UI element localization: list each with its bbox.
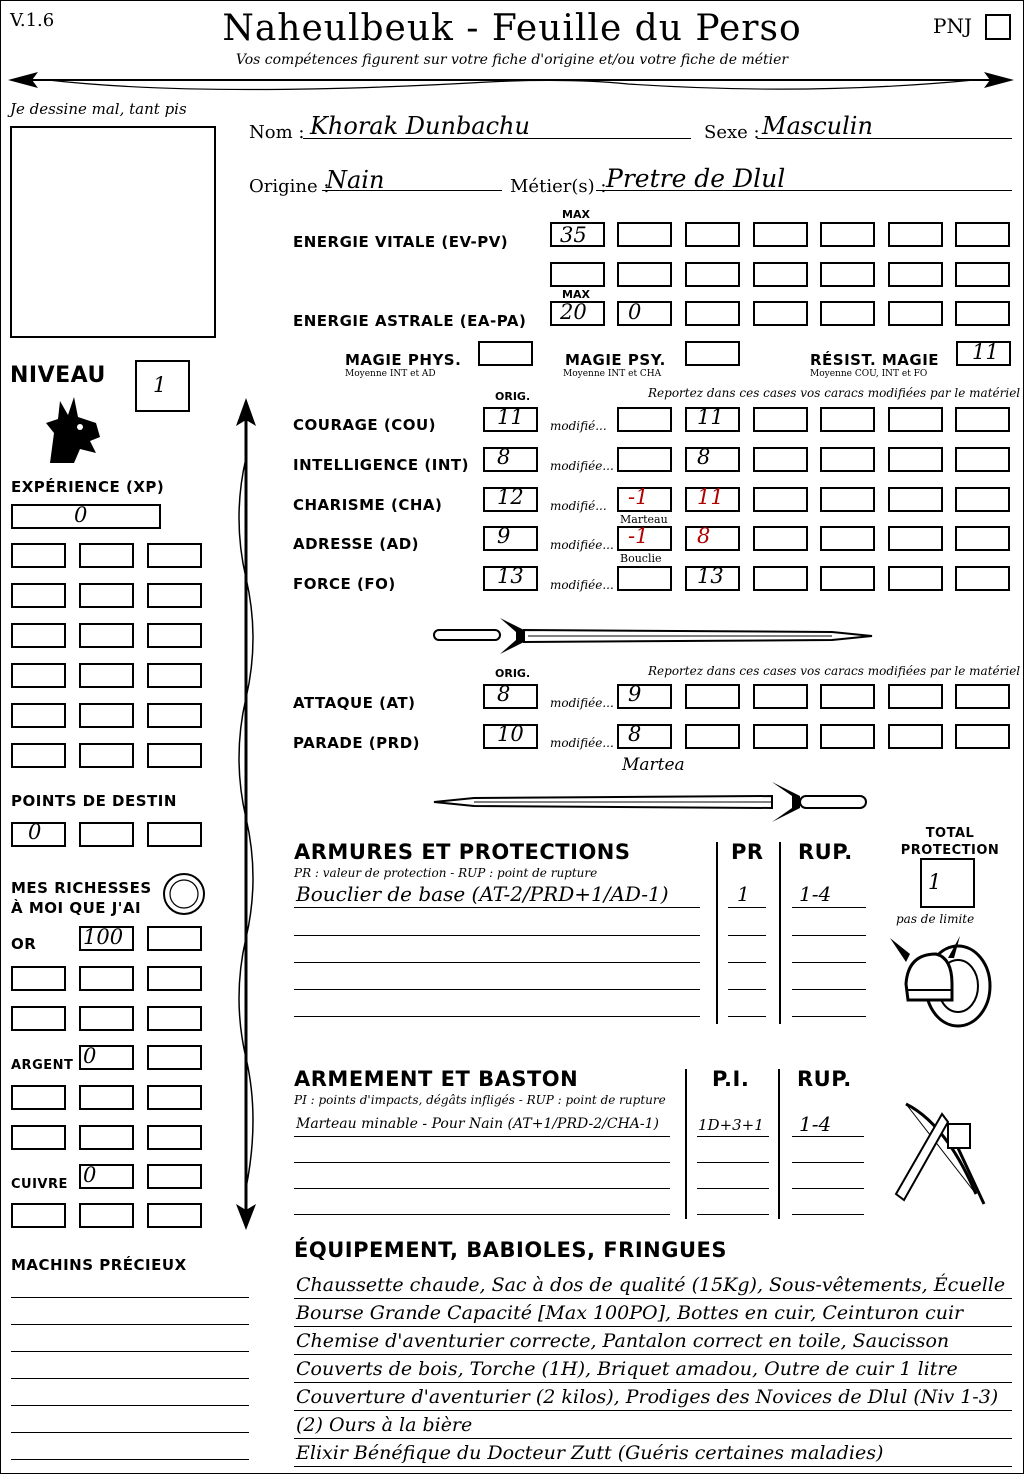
armure-pr[interactable]: 1 xyxy=(737,882,750,906)
armure-line[interactable] xyxy=(294,962,700,963)
armure-pr-line[interactable] xyxy=(728,935,766,936)
money-box[interactable] xyxy=(147,1085,202,1110)
nom-value[interactable]: Khorak Dunbachu xyxy=(310,112,530,140)
resist-magie-hint: Moyenne COU, INT et FO xyxy=(810,369,928,379)
ev-box[interactable] xyxy=(617,262,672,287)
niveau-label: NIVEAU xyxy=(10,363,106,388)
ev-box[interactable] xyxy=(753,262,808,287)
combat-mod-value[interactable]: 8 xyxy=(628,722,642,746)
arme-pi-line[interactable] xyxy=(697,1214,769,1215)
arme-line[interactable] xyxy=(294,1214,670,1215)
combat-box[interactable] xyxy=(753,724,808,749)
money-box[interactable] xyxy=(147,1125,202,1150)
armures-divider-2 xyxy=(779,842,781,1024)
arme-name[interactable]: Marteau minable - Pour Nain (AT+1/PRD-2/CHA-1) xyxy=(296,1116,659,1132)
magie-phys-hint: Moyenne INT et AD xyxy=(345,369,436,379)
equip-line[interactable] xyxy=(294,1382,1012,1383)
carac-final-value[interactable]: 11 xyxy=(697,405,724,429)
ev-box[interactable] xyxy=(550,262,605,287)
carac-box[interactable] xyxy=(685,447,740,472)
carac-box[interactable] xyxy=(888,566,943,591)
carac-modif-label: modifié... xyxy=(550,419,607,433)
combat-box[interactable] xyxy=(820,724,875,749)
money-box[interactable] xyxy=(147,1203,202,1228)
ev-box[interactable] xyxy=(753,222,808,247)
carac-box[interactable] xyxy=(753,487,808,512)
machins-line[interactable] xyxy=(11,1432,249,1433)
carac-mod-value[interactable]: -1 xyxy=(628,485,649,509)
money-box[interactable] xyxy=(147,1006,202,1031)
origine-label: Origine : xyxy=(249,176,330,197)
equip-line[interactable] xyxy=(294,1466,1012,1467)
argent-value[interactable]: 0 xyxy=(83,1044,97,1068)
pnj-checkbox[interactable] xyxy=(985,14,1011,40)
ea-max-value[interactable]: 20 xyxy=(560,300,587,324)
carac-box[interactable] xyxy=(820,407,875,432)
armure-line[interactable] xyxy=(294,935,700,936)
xp-box[interactable] xyxy=(79,663,134,688)
ea-current-value[interactable]: 0 xyxy=(628,300,642,324)
ev-box[interactable] xyxy=(685,262,740,287)
armure-pr-line[interactable] xyxy=(728,907,766,908)
carac-modif-label: modifiée... xyxy=(550,538,614,552)
armure-name[interactable]: Bouclier de base (AT-2/PRD+1/AD-1) xyxy=(296,882,669,906)
ev-box[interactable] xyxy=(820,262,875,287)
ea-max-label: MAX xyxy=(562,288,590,301)
magie-psy-box[interactable] xyxy=(685,341,740,366)
armures-rup-label: RUP. xyxy=(798,840,853,864)
combat-label: PARADE (PRD) xyxy=(293,734,421,752)
magie-psy-hint: Moyenne INT et CHA xyxy=(563,369,662,379)
carac-box[interactable] xyxy=(955,487,1010,512)
niveau-value[interactable]: 1 xyxy=(153,373,167,397)
machins-line[interactable] xyxy=(11,1324,249,1325)
carac-label: INTELLIGENCE (INT) xyxy=(293,456,469,474)
carac-label: CHARISME (CHA) xyxy=(293,496,443,514)
armement-rup-label: RUP. xyxy=(797,1067,852,1091)
combat-box[interactable] xyxy=(955,724,1010,749)
magie-phys-label: MAGIE PHYS. xyxy=(345,351,462,369)
dragon-icon xyxy=(40,393,106,465)
carac-orig-value[interactable]: 8 xyxy=(497,445,511,469)
ev-box[interactable] xyxy=(888,222,943,247)
combat-box[interactable] xyxy=(617,724,672,749)
ea-box[interactable] xyxy=(888,301,943,326)
spear-illustration xyxy=(228,398,264,1230)
carac-orig-box[interactable] xyxy=(483,447,538,472)
money-box[interactable] xyxy=(11,1125,66,1150)
carac-box[interactable] xyxy=(888,487,943,512)
armement-hint: PI : points d'impacts, dégâts infligés - RUP : point de rupture xyxy=(294,1093,666,1107)
carac-orig-value[interactable]: 9 xyxy=(497,524,511,548)
combat-box[interactable] xyxy=(617,684,672,709)
carac-final-value[interactable]: 11 xyxy=(697,485,724,509)
armure-pr-line[interactable] xyxy=(728,962,766,963)
machins-label: MACHINS PRÉCIEUX xyxy=(11,1256,187,1274)
equipement-title: ÉQUIPEMENT, BABIOLES, FRINGUES xyxy=(294,1238,727,1262)
armure-rup-line[interactable] xyxy=(792,989,866,990)
money-box[interactable] xyxy=(79,1203,134,1228)
arme-pi[interactable]: 1D+3+1 xyxy=(698,1116,764,1134)
armure-pr-line[interactable] xyxy=(728,989,766,990)
xp-box[interactable] xyxy=(11,623,66,648)
money-box[interactable] xyxy=(11,966,66,991)
money-box[interactable] xyxy=(11,1203,66,1228)
destin-box[interactable] xyxy=(147,822,202,847)
magie-phys-box[interactable] xyxy=(478,341,533,366)
limit-note: pas de limite xyxy=(896,912,975,926)
carac-orig-value[interactable]: 12 xyxy=(497,485,524,509)
or-value[interactable]: 100 xyxy=(83,925,124,949)
arme-line[interactable] xyxy=(294,1188,670,1189)
carac-final-value[interactable]: 13 xyxy=(697,564,724,588)
armement-divider-2 xyxy=(778,1069,780,1219)
coin-icon xyxy=(160,871,208,917)
sexe-value[interactable]: Masculin xyxy=(762,112,873,140)
portrait-box[interactable] xyxy=(10,126,216,338)
money-box[interactable] xyxy=(147,1164,202,1189)
arme-rup-line[interactable] xyxy=(792,1136,864,1137)
combat-modif-label: modifiée... xyxy=(550,696,614,710)
money-box[interactable] xyxy=(147,1045,202,1070)
xp-box[interactable] xyxy=(11,743,66,768)
carac-box[interactable] xyxy=(888,407,943,432)
metier-label: Métier(s) : xyxy=(510,176,607,197)
arme-pi-line[interactable] xyxy=(697,1136,769,1137)
argent-label: ARGENT xyxy=(11,1058,74,1073)
combat-orig-box[interactable] xyxy=(483,684,538,709)
equip-line[interactable] xyxy=(294,1298,1012,1299)
xp-label: EXPÉRIENCE (XP) xyxy=(11,478,165,496)
armure-rup-line[interactable] xyxy=(792,1016,866,1017)
carac-box[interactable] xyxy=(820,447,875,472)
machins-line[interactable] xyxy=(11,1378,249,1379)
combat-orig-label: ORIG. xyxy=(495,667,531,680)
destin-box[interactable] xyxy=(79,822,134,847)
combat-orig-value[interactable]: 8 xyxy=(497,682,511,706)
xp-box[interactable] xyxy=(79,743,134,768)
version: V.1.6 xyxy=(10,10,55,31)
equip-line[interactable] xyxy=(294,1438,1012,1439)
subtitle: Vos compétences figurent sur votre fiche d'origine et/ou votre fiche de métier xyxy=(235,52,789,68)
combat-label: ATTAQUE (AT) xyxy=(293,694,416,712)
total-protection-value[interactable]: 1 xyxy=(928,870,942,894)
helmet-shield-icon xyxy=(888,928,998,1038)
machins-line[interactable] xyxy=(11,1297,249,1298)
xp-value[interactable]: 0 xyxy=(74,503,88,527)
combat-box[interactable] xyxy=(888,684,943,709)
combat-modif-label: modifiée... xyxy=(550,736,614,750)
carac-final-value[interactable]: 8 xyxy=(697,445,711,469)
equip-item[interactable]: Chaussette chaude, Sac à dos de qualité (15Kg), Sous-vêtements, Écuelle xyxy=(296,1274,1006,1296)
carac-box[interactable] xyxy=(617,566,672,591)
xp-box[interactable] xyxy=(147,543,202,568)
ev-max-value[interactable]: 35 xyxy=(560,223,587,247)
combat-box[interactable] xyxy=(685,724,740,749)
carac-note: Marteau xyxy=(620,513,668,526)
armure-rup-line[interactable] xyxy=(792,962,866,963)
carac-box[interactable] xyxy=(955,407,1010,432)
carac-orig-box[interactable] xyxy=(483,526,538,551)
carac-box[interactable] xyxy=(955,566,1010,591)
ev-box[interactable] xyxy=(955,222,1010,247)
ev-box[interactable] xyxy=(617,222,672,247)
pnj-label: PNJ xyxy=(933,14,972,38)
armure-pr-line[interactable] xyxy=(728,1016,766,1017)
combat-box[interactable] xyxy=(888,724,943,749)
money-box[interactable] xyxy=(79,966,134,991)
carac-box[interactable] xyxy=(753,526,808,551)
carac-final-value[interactable]: 8 xyxy=(697,524,711,548)
arme-rup-line[interactable] xyxy=(792,1214,864,1215)
armure-rup[interactable]: 1-4 xyxy=(799,882,832,906)
header-spear-divider xyxy=(8,66,1014,96)
money-box[interactable] xyxy=(147,966,202,991)
armures-divider-1 xyxy=(716,842,718,1024)
xp-box[interactable] xyxy=(11,663,66,688)
equip-line[interactable] xyxy=(294,1354,1012,1355)
machins-line[interactable] xyxy=(11,1405,249,1406)
page-title: Naheulbeuk - Feuille du Perso xyxy=(222,8,802,49)
sexe-label: Sexe : xyxy=(704,122,760,143)
money-box[interactable] xyxy=(79,1085,134,1110)
carac-box[interactable] xyxy=(617,447,672,472)
money-box[interactable] xyxy=(79,1006,134,1031)
caracs-report-note: Reportez dans ces cases vos caracs modifiées par le matériel xyxy=(648,386,1021,400)
armement-pi-label: P.I. xyxy=(712,1067,750,1091)
armures-title: ARMURES ET PROTECTIONS xyxy=(294,840,631,864)
ev-box[interactable] xyxy=(888,262,943,287)
total-protection-label: TOTAL PROTECTION xyxy=(900,826,1000,858)
armure-line[interactable] xyxy=(294,989,700,990)
xp-box[interactable] xyxy=(11,583,66,608)
combat-mod-value[interactable]: 9 xyxy=(628,682,642,706)
arme-rup[interactable]: 1-4 xyxy=(799,1112,832,1136)
cuivre-value[interactable]: 0 xyxy=(83,1163,97,1187)
carac-box[interactable] xyxy=(617,407,672,432)
carac-label: FORCE (FO) xyxy=(293,575,396,593)
machins-line[interactable] xyxy=(11,1351,249,1352)
nom-label: Nom : xyxy=(249,122,305,143)
origine-value[interactable]: Nain xyxy=(326,166,385,194)
ea-box[interactable] xyxy=(617,301,672,326)
money-box[interactable] xyxy=(11,1006,66,1031)
xp-box[interactable] xyxy=(147,583,202,608)
carac-modif-label: modifiée... xyxy=(550,578,614,592)
xp-box[interactable] xyxy=(11,703,66,728)
ea-box[interactable] xyxy=(820,301,875,326)
or-label: OR xyxy=(11,935,37,953)
portrait-caption: Je dessine mal, tant pis xyxy=(10,100,187,118)
carac-box[interactable] xyxy=(955,447,1010,472)
resist-magie-value[interactable]: 11 xyxy=(972,340,999,364)
xp-box[interactable] xyxy=(147,743,202,768)
combat-orig-value[interactable]: 10 xyxy=(497,722,524,746)
armure-line[interactable] xyxy=(294,907,700,908)
armement-divider-1 xyxy=(685,1069,687,1219)
equip-item[interactable]: Chemise d'aventurier correcte, Pantalon correct en toile, Saucisson xyxy=(296,1330,950,1352)
arme-line[interactable] xyxy=(294,1136,670,1137)
combat-note: Martea xyxy=(622,755,685,775)
metier-value[interactable]: Pretre de Dlul xyxy=(606,164,786,193)
machins-line[interactable] xyxy=(11,1459,249,1460)
destin-label: POINTS DE DESTIN xyxy=(11,792,177,810)
carac-orig-value[interactable]: 11 xyxy=(497,405,524,429)
carac-modif-label: modifiée... xyxy=(550,459,614,473)
sword-illustration-bottom xyxy=(432,778,874,826)
ea-label: ENERGIE ASTRALE (EA-PA) xyxy=(293,312,527,330)
equip-item[interactable]: Bourse Grande Capacité [Max 100PO], Bottes en cuir, Ceinturon cuir xyxy=(296,1302,964,1324)
carac-box[interactable] xyxy=(753,566,808,591)
carac-box[interactable] xyxy=(685,526,740,551)
money-box[interactable] xyxy=(79,1125,134,1150)
equip-line[interactable] xyxy=(294,1410,1012,1411)
carac-label: COURAGE (COU) xyxy=(293,416,437,434)
armure-rup-line[interactable] xyxy=(792,935,866,936)
carac-box[interactable] xyxy=(753,407,808,432)
arme-rup-line[interactable] xyxy=(792,1162,864,1163)
ev-box[interactable] xyxy=(685,222,740,247)
carac-box[interactable] xyxy=(820,487,875,512)
magie-psy-label: MAGIE PSY. xyxy=(565,351,666,369)
ev-box[interactable] xyxy=(820,222,875,247)
ea-box[interactable] xyxy=(753,301,808,326)
resist-magie-label: RÉSIST. MAGIE xyxy=(810,351,940,369)
combat-report-note: Reportez dans ces cases vos caracs modifiées par le matériel xyxy=(648,664,1021,678)
equip-item[interactable]: Elixir Bénéfique du Docteur Zutt (Guéris certaines maladies) xyxy=(296,1442,884,1464)
armures-pr-label: PR xyxy=(731,840,764,864)
combat-box[interactable] xyxy=(753,684,808,709)
ev-box[interactable] xyxy=(955,262,1010,287)
arme-pi-line[interactable] xyxy=(697,1188,769,1189)
equip-item[interactable]: Couverture d'aventurier (2 kilos), Prodiges des Novices de Dlul (Niv 1-3) xyxy=(296,1386,999,1408)
xp-box[interactable] xyxy=(147,703,202,728)
carac-box[interactable] xyxy=(753,447,808,472)
money-box[interactable] xyxy=(11,1085,66,1110)
richesses-label: MES RICHESSES À MOI QUE J'AI xyxy=(11,879,152,917)
carac-note: Bouclie xyxy=(620,552,662,565)
armure-line[interactable] xyxy=(294,1016,700,1017)
combat-box[interactable] xyxy=(685,684,740,709)
combat-box[interactable] xyxy=(955,684,1010,709)
carac-box[interactable] xyxy=(820,526,875,551)
destin-value[interactable]: 0 xyxy=(28,820,42,844)
money-box[interactable] xyxy=(147,926,202,951)
carac-orig-value[interactable]: 13 xyxy=(497,564,524,588)
carac-mod-value[interactable]: -1 xyxy=(628,524,649,548)
equip-line[interactable] xyxy=(294,1326,1012,1327)
xp-box[interactable] xyxy=(11,543,66,568)
ea-box[interactable] xyxy=(955,301,1010,326)
xp-box[interactable] xyxy=(79,623,134,648)
armement-title: ARMEMENT ET BASTON xyxy=(294,1067,579,1091)
xp-box[interactable] xyxy=(147,623,202,648)
carac-box[interactable] xyxy=(888,447,943,472)
armures-hint: PR : valeur de protection - RUP : point de rupture xyxy=(294,866,598,880)
weapons-icon xyxy=(886,1094,1002,1212)
armure-rup-line[interactable] xyxy=(792,907,866,908)
arme-pi-line[interactable] xyxy=(697,1162,769,1163)
ev-max-label: MAX xyxy=(562,208,590,221)
arme-line[interactable] xyxy=(294,1162,670,1163)
caracs-orig-label: ORIG. xyxy=(495,390,531,403)
xp-box[interactable] xyxy=(79,703,134,728)
cuivre-label: CUIVRE xyxy=(11,1177,68,1192)
sword-illustration-top xyxy=(432,612,874,660)
xp-box[interactable] xyxy=(147,663,202,688)
equip-item[interactable]: (2) Ours à la bière xyxy=(296,1414,473,1436)
xp-box[interactable] xyxy=(79,543,134,568)
xp-box[interactable] xyxy=(79,583,134,608)
ev-label: ENERGIE VITALE (EV-PV) xyxy=(293,233,509,251)
carac-label: ADRESSE (AD) xyxy=(293,535,420,553)
combat-box[interactable] xyxy=(820,684,875,709)
carac-box[interactable] xyxy=(955,526,1010,551)
ea-box[interactable] xyxy=(685,301,740,326)
carac-modif-label: modifié... xyxy=(550,499,607,513)
equip-item[interactable]: Couverts de bois, Torche (1H), Briquet amadou, Outre de cuir 1 litre xyxy=(296,1358,958,1380)
carac-box[interactable] xyxy=(820,566,875,591)
carac-box[interactable] xyxy=(888,526,943,551)
arme-rup-line[interactable] xyxy=(792,1188,864,1189)
